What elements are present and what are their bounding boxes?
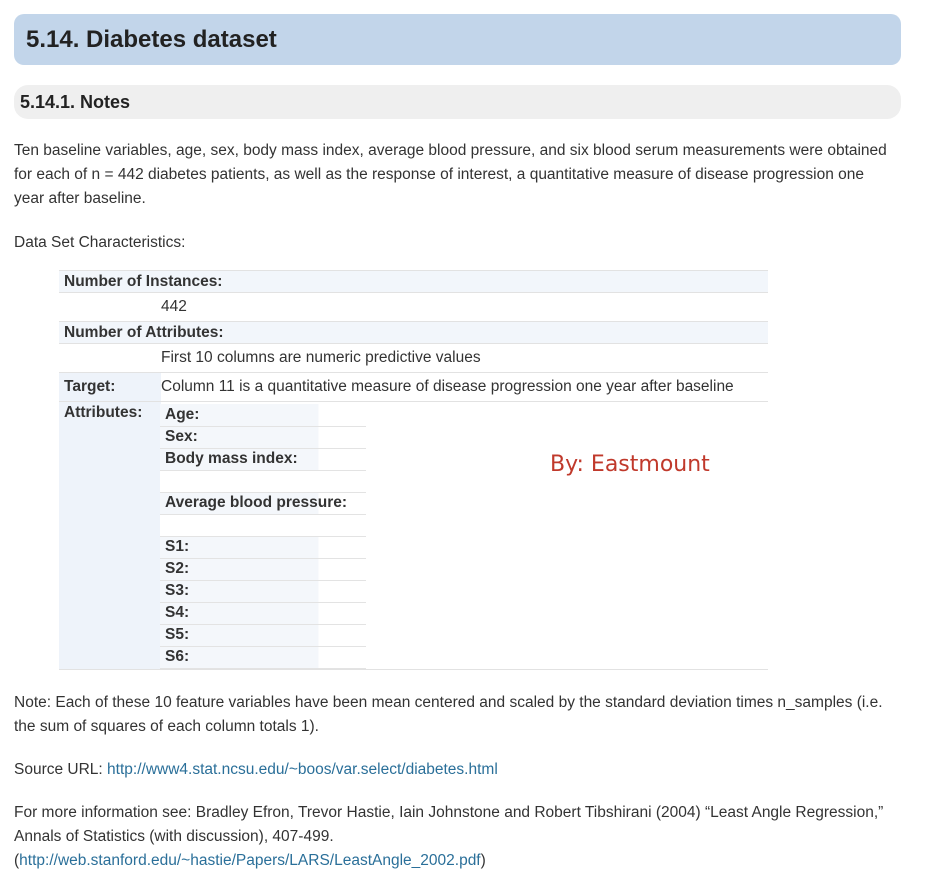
attr-age: Age: [160, 404, 366, 426]
attributes-count-value: First 10 columns are numeric predictive values [161, 344, 768, 373]
notes-subheading: 5.14.1. Notes [14, 85, 901, 119]
attr-bmi: Body mass index: [160, 448, 366, 470]
attr-s1: S1: [160, 536, 366, 558]
attr-sex: Sex: [160, 426, 366, 448]
attr-s4: S4: [160, 602, 366, 624]
source-line [14, 758, 894, 782]
more-info-text: For more information see: Bradley Efron, Trevor Hastie, Iain Johnstone and Robert Tibshirani (2004) “Least Angle Regression,” Annals of Statistics (with discussion), 407-499. [14, 804, 884, 845]
attr-s5: S5: [160, 624, 366, 646]
note-paragraph: Note: Each of these 10 feature variables have been mean centered and scaled by the standard deviation times n_samples (i.e. the sum of squares of each column totals 1). [14, 694, 883, 735]
attr-bp: Average blood pressure: [160, 492, 366, 514]
attributes-label: Attributes: [59, 402, 161, 670]
attr-s6: S6: [160, 646, 366, 668]
target-value: Column 11 is a quantitative measure of disease progression one year after baseline [161, 373, 768, 402]
attributes-count-label: Number of Attributes: [59, 322, 768, 344]
characteristics-label: Data Set Characteristics: [14, 234, 186, 251]
target-label: Target: [59, 373, 161, 402]
attr-blank [160, 470, 366, 492]
intro-paragraph: Ten baseline variables, age, sex, body mass index, average blood pressure, and six blood serum measurements were obtained for each of n = 442 diabetes patients, as well as the response of interest, a quantitative measure of disease progression one year after baseline. [14, 142, 887, 207]
source-url-link[interactable]: http://www4.stat.ncsu.edu/~boos/var.select/diabetes.html [107, 761, 498, 778]
instances-label: Number of Instances: [59, 271, 768, 293]
paren-close: ) [480, 852, 486, 869]
instances-value: 442 [161, 293, 768, 322]
attr-s2: S2: [160, 558, 366, 580]
attr-s3: S3: [160, 580, 366, 602]
paper-pdf-link[interactable]: http://web.stanford.edu/~hastie/Papers/LARS/LeastAngle_2002.pdf [19, 852, 481, 869]
watermark: By: Eastmount [550, 452, 710, 477]
source-prefix: Source URL: [14, 761, 108, 778]
attr-blank [160, 514, 366, 536]
section-heading: 5.14. Diabetes dataset [14, 14, 901, 65]
paren-open: ( [14, 852, 20, 869]
more-info-paragraph [14, 801, 894, 873]
attributes-table [160, 404, 366, 669]
